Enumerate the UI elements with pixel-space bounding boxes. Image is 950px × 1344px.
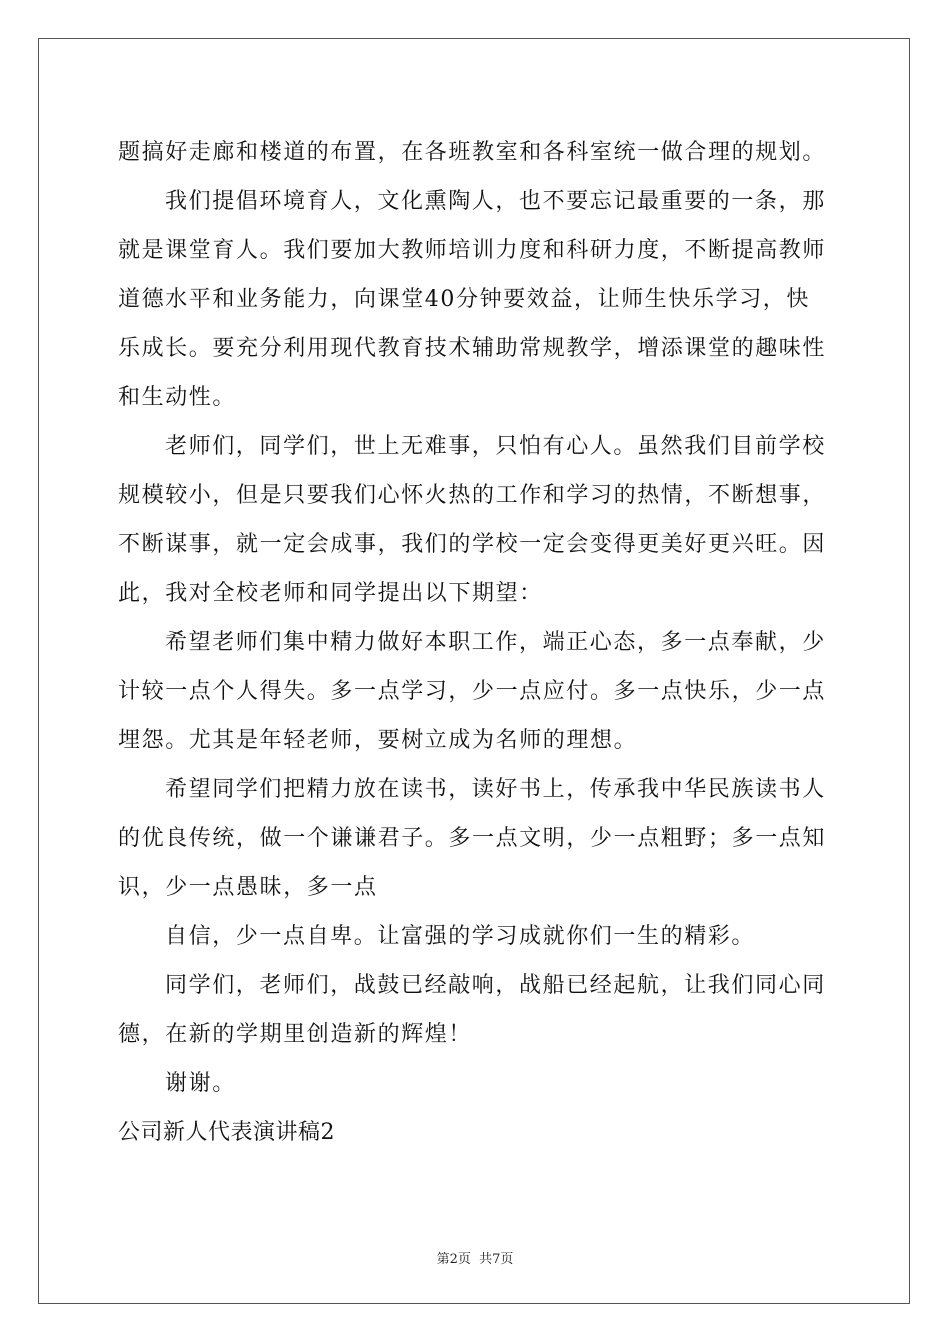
text-line: 乐成长。要充分利用现代教育技术辅助常规教学，增添课堂的趣味性 bbox=[118, 336, 827, 361]
text-line: 不断谋事，就一定会成事，我们的学校一定会变得更美好更兴旺。因 bbox=[118, 532, 827, 557]
text-line: 题搞好走廊和楼道的布置，在各班教室和各科室统一做合理的规划。 bbox=[118, 140, 827, 165]
text-line: 规模较小，但是只要我们心怀火热的工作和学习的热情，不断想事， bbox=[118, 483, 827, 508]
text-line: 的优良传统，做一个谦谦君子。多一点文明，少一点粗野；多一点知 bbox=[118, 826, 827, 851]
text-line: 此，我对全校老师和同学提出以下期望： bbox=[118, 581, 543, 606]
page-footer bbox=[0, 1248, 950, 1267]
text-line: 自信，少一点自卑。让富强的学习成就你们一生的精彩。 bbox=[165, 924, 756, 949]
text-line: 谢谢。 bbox=[165, 1071, 236, 1096]
text-line: 同学们，老师们，战鼓已经敲响，战船已经起航，让我们同心同 bbox=[165, 973, 826, 998]
text-line: 就是课堂育人。我们要加大教师培训力度和科研力度，不断提高教师 bbox=[118, 238, 827, 263]
text-line: 德，在新的学期里创造新的辉煌！ bbox=[118, 1022, 473, 1047]
text-line: 希望老师们集中精力做好本职工作，端正心态，多一点奉献，少 bbox=[165, 630, 826, 655]
text-line: 道德水平和业务能力，向课堂40分钟要效益，让师生快乐学习，快 bbox=[118, 287, 810, 312]
text-line: 我们提倡环境育人，文化熏陶人，也不要忘记最重要的一条，那 bbox=[165, 189, 826, 214]
text-line: 希望同学们把精力放在读书，读好书上，传承我中华民族读书人 bbox=[165, 777, 826, 802]
text-line: 和生动性。 bbox=[118, 385, 237, 410]
text-line: 识，少一点愚昧，多一点 bbox=[118, 875, 378, 900]
section-heading: 公司新人代表演讲稿2 bbox=[118, 1120, 335, 1145]
text-line: 埋怨。尤其是年轻老师，要树立成为名师的理想。 bbox=[118, 728, 638, 753]
page-number: 第2页 bbox=[436, 1252, 471, 1267]
document-body bbox=[118, 128, 834, 1157]
text-line: 计较一点个人得失。多一点学习，少一点应付。多一点快乐，少一点 bbox=[118, 679, 827, 704]
page-total: 共7页 bbox=[479, 1252, 514, 1267]
text-line: 老师们，同学们，世上无难事，只怕有心人。虽然我们目前学校 bbox=[165, 434, 826, 459]
